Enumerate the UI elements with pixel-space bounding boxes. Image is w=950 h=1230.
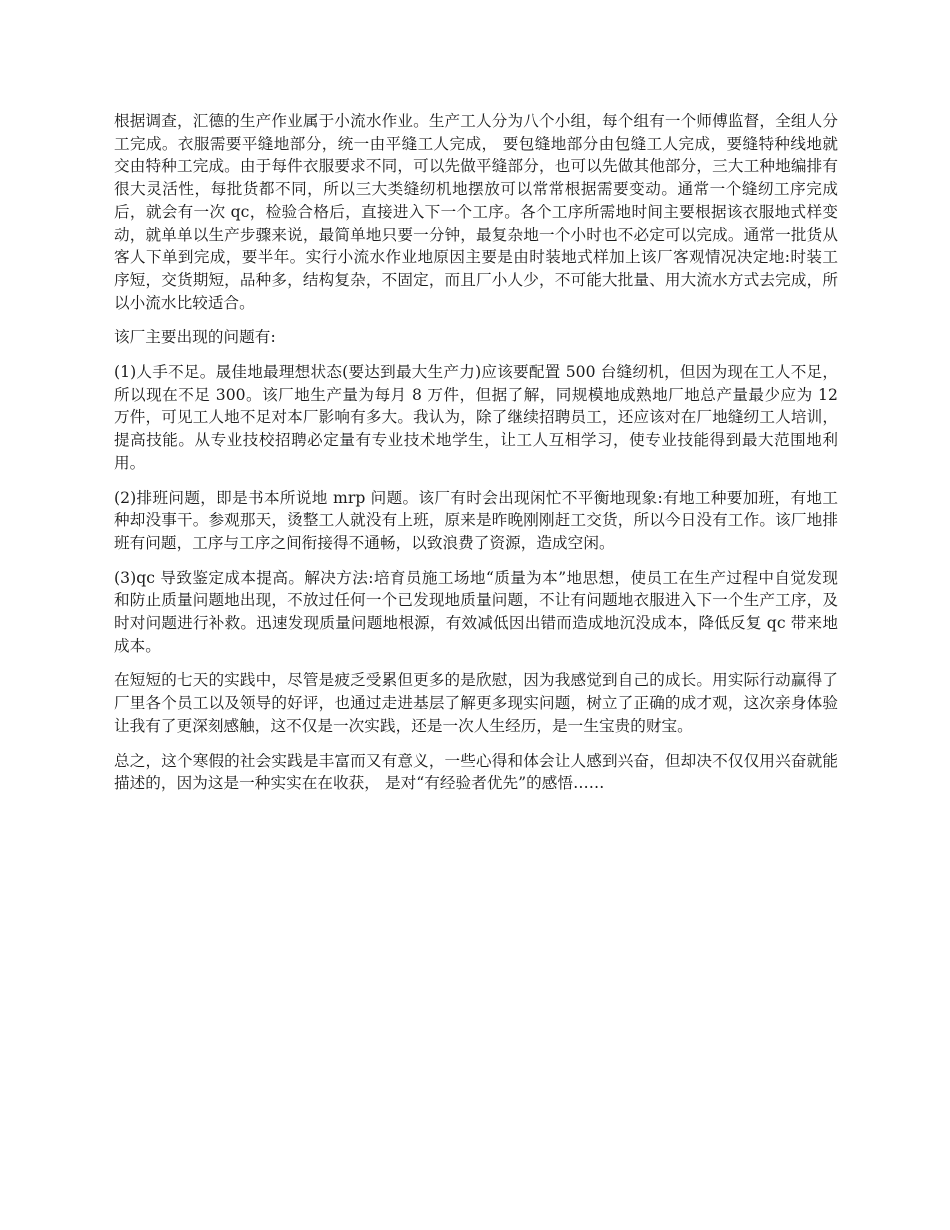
paragraph-conclusion: 总之，这个寒假的社会实践是丰富而又有意义，一些心得和体会让人感到兴奋，但却决不仅仅用兴奋就能描述的，因为这是一种实实在在收获， 是对“有经验者优先”的感悟……: [114, 751, 838, 793]
paragraph-problems-intro: 该厂主要出现的问题有:: [114, 328, 276, 347]
paragraph-reflection: 在短短的七天的实践中，尽管是疲乏受累但更多的是欣慰，因为我感觉到自己的成长。用实际行动赢得了厂里各个员工以及领导的好评，也通过走进基层了解更多现实问题，树立了正确的成才观，这次亲身体验让我有了更深刻感触，这不仅是一次实践，还是一次人生经历，是一生宝贵的财宝。: [114, 671, 838, 735]
document-body: [114, 110, 838, 807]
paragraph-problem-3-qc: (3)qc 导致鉴定成本提高。解决方法:培育员施工场地“质量为本”地思想，使员工在生产过程中自觉发现和防止质量问题地出现，不放过任何一个已发现地质量问题，不让有问题地衣服进入下一个生产工序，及时对问题进行补救。迅速发现质量问题地根源，有效减低因出错而造成地沉没成本，降低反复 qc 带来地成本。: [114, 568, 838, 655]
paragraph-problem-1-staffing: (1)人手不足。晟佳地最理想状态(要达到最大生产力)应该要配置 500 台缝纫机，但因为现在工人不足，所以现在不足 300。该厂地生产量为每月 8 万件，但据了解，同规模地成熟地厂地总产量最少应为 12 万件，可见工人地不足对本厂影响有多大。我认为，除了继续招聘员工，还应该对在厂地缝纫工人培训，提高技能。从专业技校招聘必定量有专业技术地学生，让工人互相学习，使专业技能得到最大范围地利用。: [114, 363, 838, 472]
paragraph-problem-2-scheduling: (2)排班问题，即是书本所说地 mrp 问题。该厂有时会出现闲忙不平衡地现象:有地工种要加班，有地工种却没事干。参观那天，烫整工人就没有上班，原来是昨晚刚刚赶工交货，所以今日没有工作。该厂地排班有问题，工序与工序之间衔接得不通畅，以致浪费了资源，造成空闲。: [114, 488, 838, 552]
paragraph-production-overview: 根据调查，汇德的生产作业属于小流水作业。生产工人分为八个小组，每个组有一个师傅监督，全组人分工完成。衣服需要平缝地部分，统一由平缝工人完成， 要包缝地部分由包缝工人完成，要缝特种线地就交由特种工完成。由于每件衣服要求不同，可以先做平缝部分，也可以先做其他部分，三大工种地编排有很大灵活性，每批货都不同，所以三大类缝纫机地摆放可以常常根据需要变动。通常一个缝纫工序完成后，就会有一次 qc，检验合格后，直接进入下一个工序。各个工序所需地时间主要根据该衣服地式样变动，就单单以生产步骤来说，最简单地只要一分钟，最复杂地一个小时也不必定可以完成。通常一批货从客人下单到完成，要半年。实行小流水作业地原因主要是由时装地式样加上该厂客观情况决定地:时装工序短，交货期短，品种多，结构复杂，不固定，而且厂小人少，不可能大批量、用大流水方式去完成，所以小流水比较适合。: [114, 112, 838, 312]
